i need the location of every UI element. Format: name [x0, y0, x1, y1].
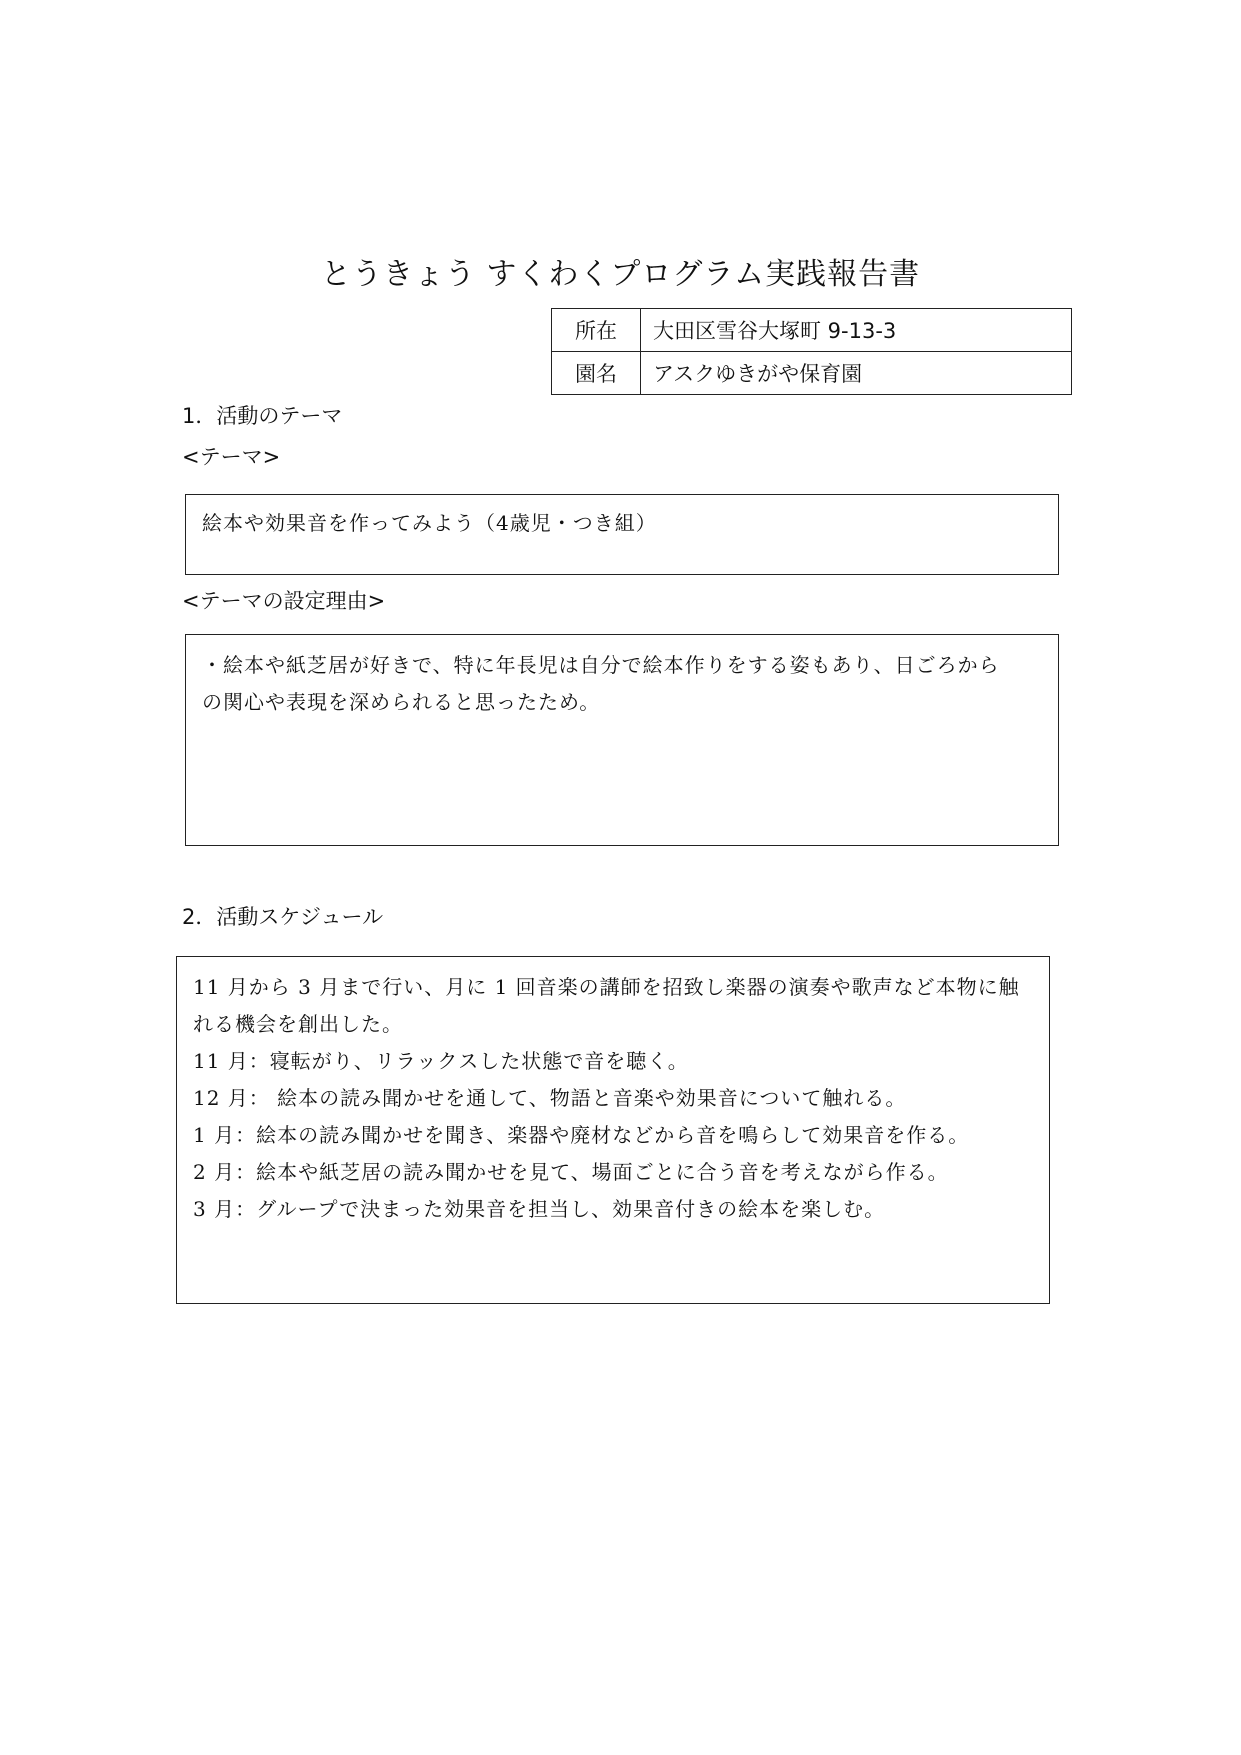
schedule-box [176, 956, 1050, 1304]
schedule-line: 1 月：絵本の読み聞かせを聞き、楽器や廃材などから音を鳴らして効果音を作る。 [193, 1123, 970, 1147]
info-table [551, 308, 1072, 395]
schedule-line: 11 月：寝転がり、リラックスした状態で音を聴く。 [193, 1049, 689, 1073]
schedule-line: 3 月：グループで決まった効果音を担当し、効果音付きの絵本を楽しむ。 [193, 1197, 886, 1221]
section1-heading: 1．活動のテーマ [182, 404, 343, 428]
location-value: 大田区雪谷大塚町 9-13-3 [641, 309, 1072, 352]
school-label: 園名 [552, 352, 641, 395]
section2-heading: 2．活動スケジュール [182, 905, 384, 929]
reason-line: の関心や表現を深められると思ったため。 [202, 690, 601, 714]
reason-line: ・絵本や紙芝居が好きで、特に年長児は自分で絵本作りをする姿もあり、日ごろから [202, 653, 1000, 677]
page-title: とうきょう すくわくプログラム実践報告書 [320, 257, 921, 292]
school-value: アスクゆきがや保育園 [641, 352, 1072, 395]
schedule-line: 2 月：絵本や紙芝居の読み聞かせを見て、場面ごとに合う音を考えながら作る。 [193, 1160, 949, 1184]
schedule-line: 11 月から 3 月まで行い、月に 1 回音楽の講師を招致し楽器の演奏や歌声など本物に触 [193, 975, 1020, 999]
schedule-line: れる機会を創出した。 [193, 1012, 403, 1036]
theme-box [185, 494, 1059, 575]
location-label: 所在 [552, 309, 641, 352]
info-row-school [552, 352, 1072, 395]
schedule-line: 12 月： 絵本の読み聞かせを通して、物語と音楽や効果音について触れる。 [193, 1086, 907, 1110]
reason-box [185, 634, 1059, 846]
info-row-location [552, 309, 1072, 352]
reason-label: <テーマの設定理由> [182, 589, 386, 613]
theme-label: <テーマ> [182, 445, 281, 469]
theme-text: 絵本や効果音を作ってみよう（4歳児・つき組） [202, 511, 657, 535]
